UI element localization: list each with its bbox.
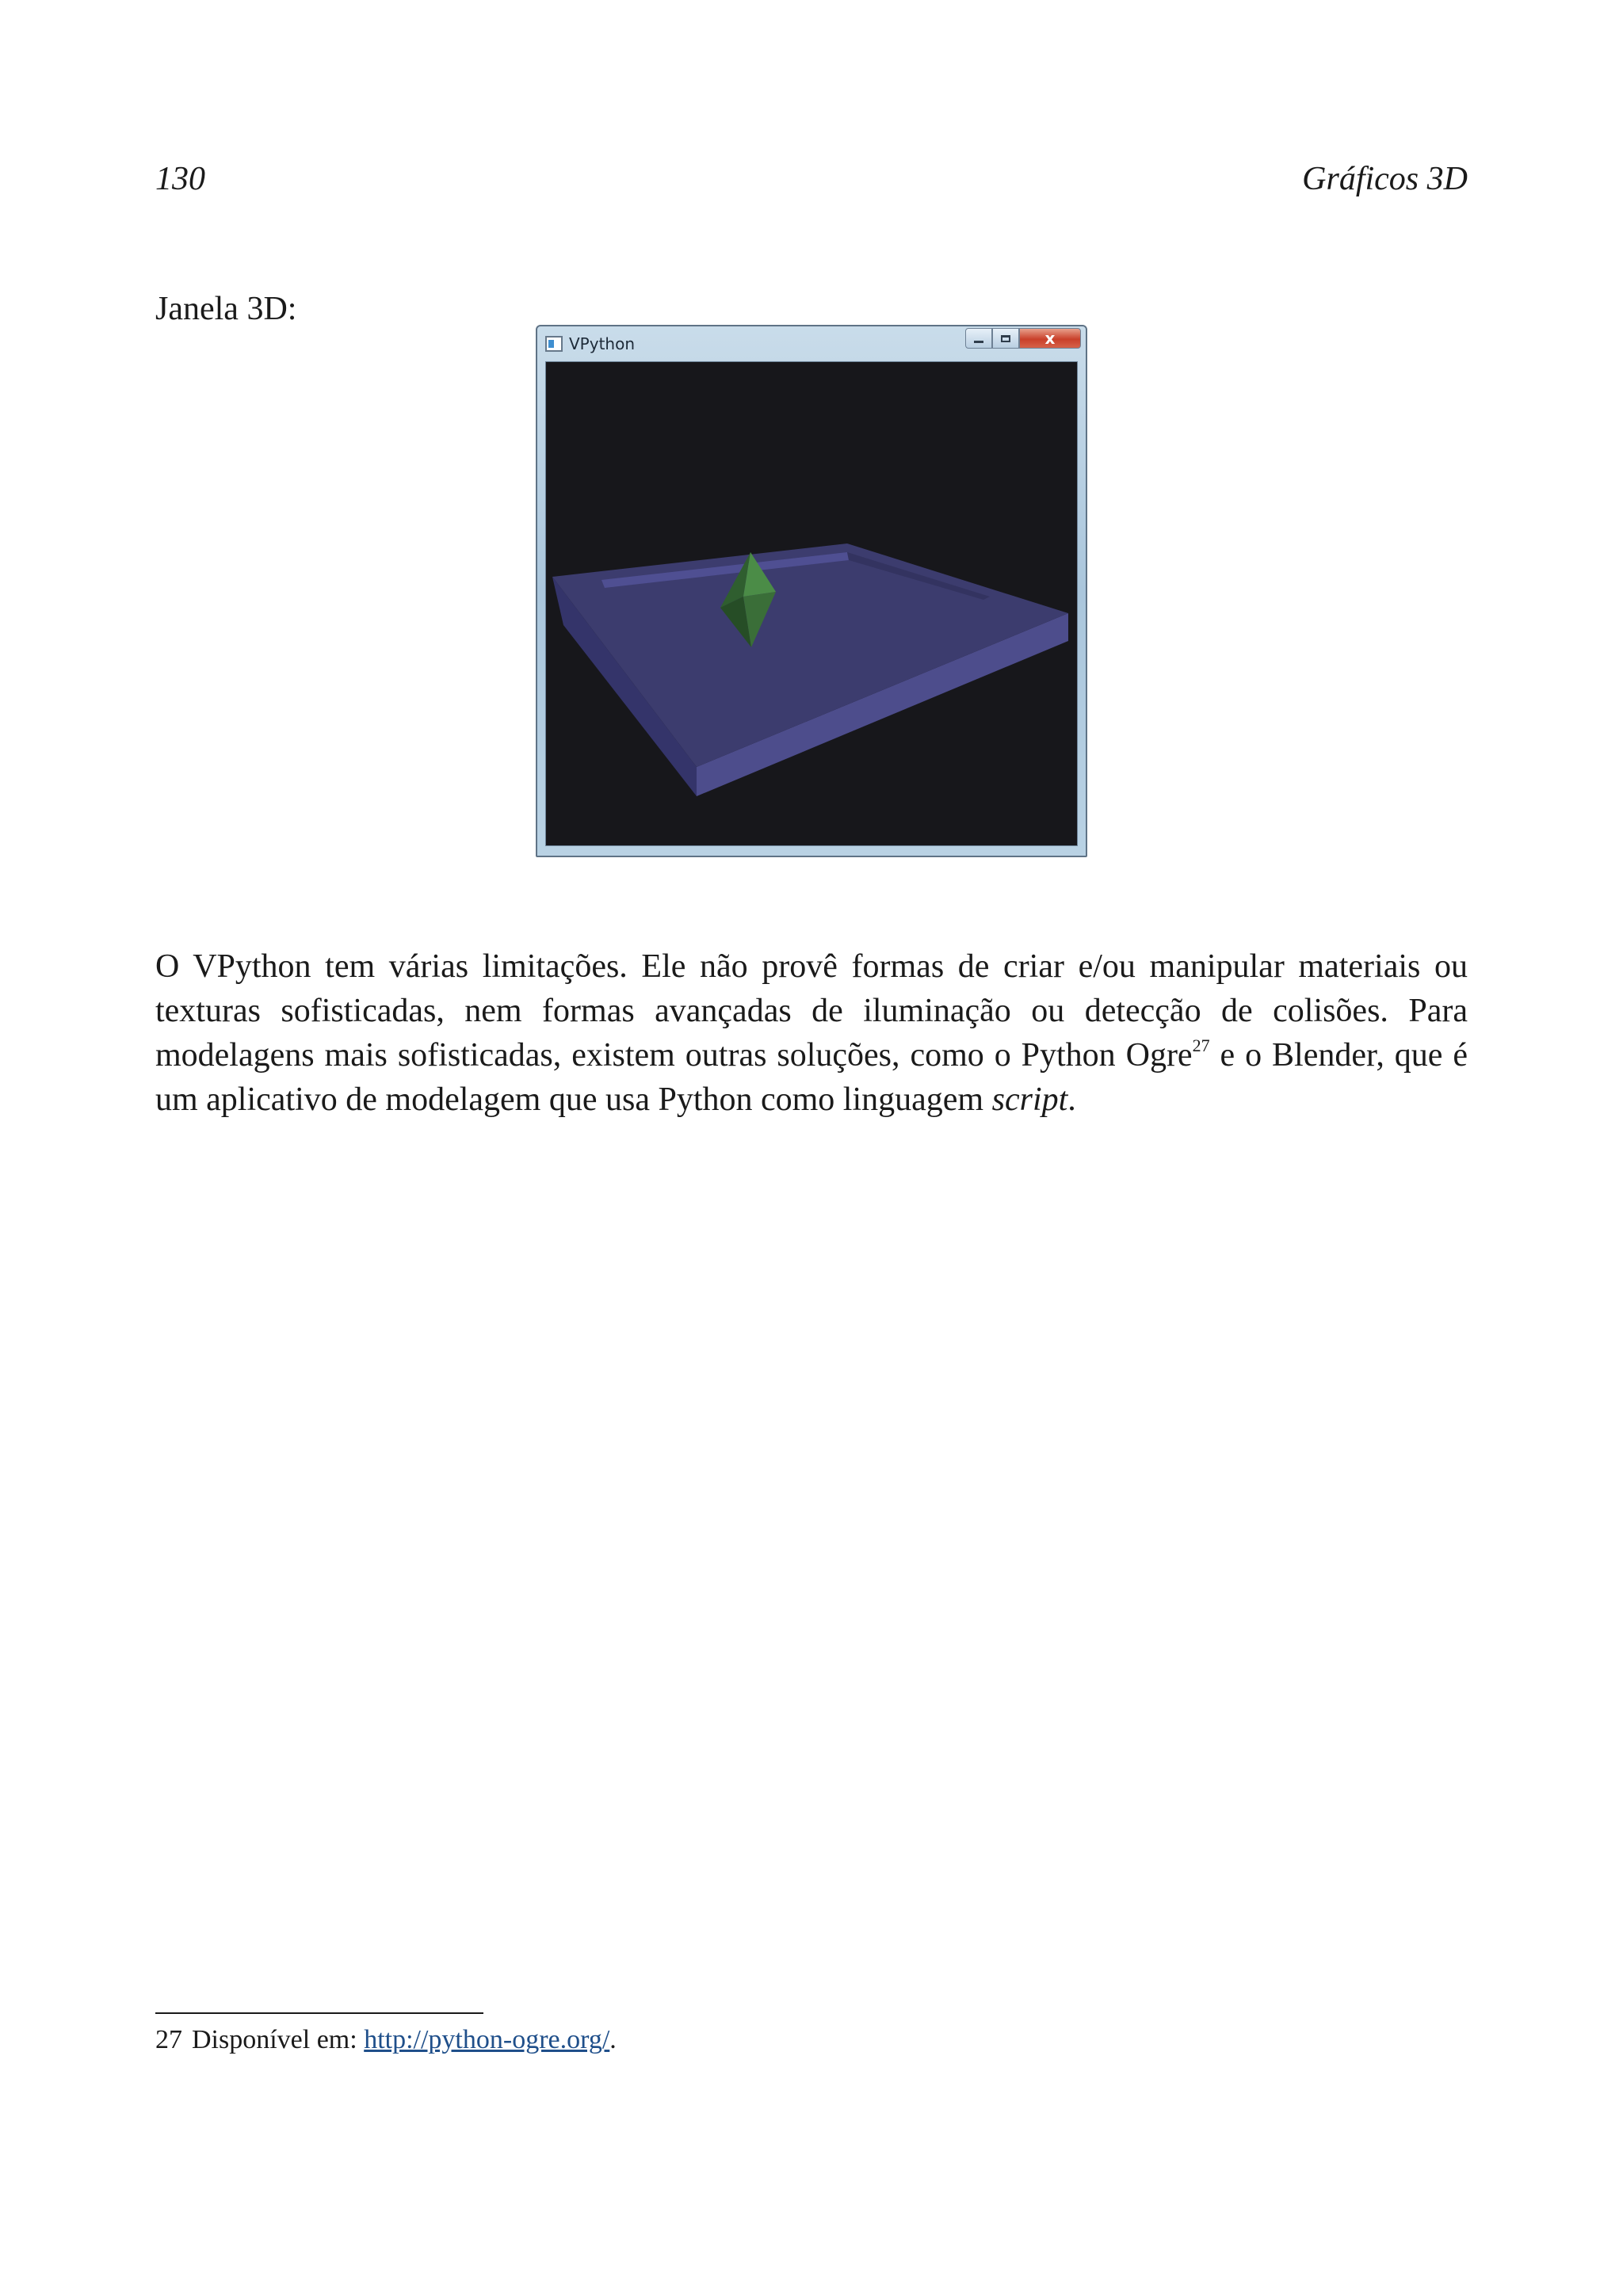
window-controls: [965, 328, 1081, 350]
3d-scene: [546, 362, 1077, 845]
vpython-window: [536, 325, 1087, 857]
footnote-number: 27: [155, 2025, 182, 2054]
body-paragraph: [155, 944, 1468, 1122]
figure-intro-label: Janela 3D:: [155, 291, 297, 327]
footnote-divider: [155, 2012, 483, 2014]
footnote-link[interactable]: http://python-ogre.org/: [364, 2025, 610, 2054]
footnote-end: .: [609, 2025, 617, 2054]
maximize-button[interactable]: [992, 328, 1019, 349]
chapter-title: Gráficos 3D: [1302, 161, 1468, 197]
paragraph-text-continued: e o Blender, que é um aplicativo de modelagem que usa Python como linguagem: [155, 1037, 1468, 1118]
window-titlebar[interactable]: [537, 326, 1086, 361]
footnote-reference[interactable]: 27: [1192, 1035, 1210, 1055]
paragraph-text: O VPython tem várias limitações. Ele não provê formas de criar e/ou manipular materiais ou texturas sofisticadas, nem formas avançadas de iluminação ou detecção de colisões. Para modelagens mais sofisticadas, existem outras soluções, como o Python Ogre: [155, 948, 1468, 1074]
emphasis-script: script: [991, 1081, 1068, 1118]
footnote-text: Disponível em:: [192, 2025, 365, 2054]
paragraph-end: .: [1067, 1081, 1076, 1118]
window-title: VPython: [569, 334, 636, 353]
page-number: 130: [155, 161, 205, 197]
minimize-button[interactable]: [965, 328, 992, 349]
app-window-icon: [545, 336, 563, 352]
3d-scene-canvas[interactable]: [545, 361, 1078, 846]
close-button[interactable]: x: [1019, 328, 1081, 349]
footnote: [155, 2022, 617, 2058]
